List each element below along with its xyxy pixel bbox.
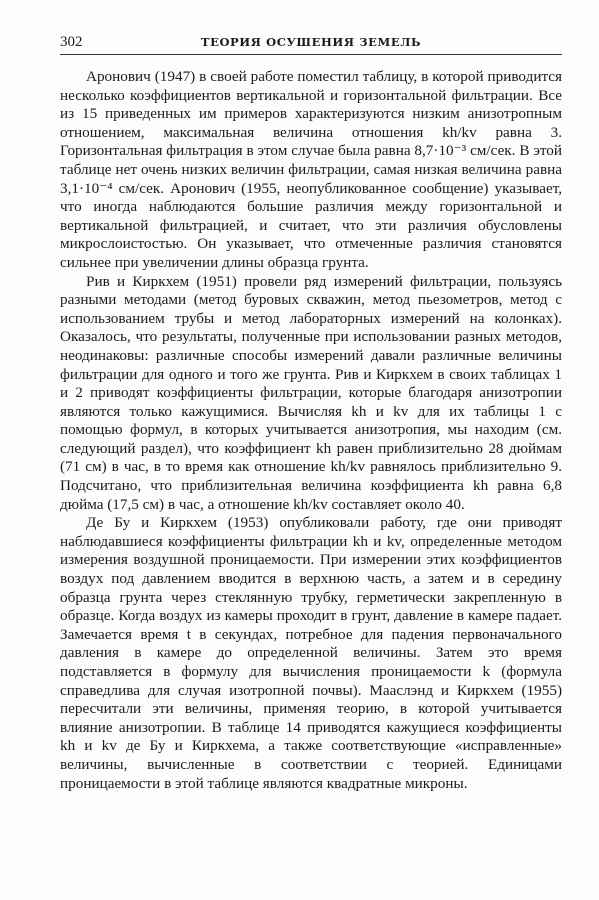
paragraph-de-bu-kirkham: Де Бу и Киркхем (1953) опубликовали работу, где они приводят наблюдавшиеся коэффициенты фильтрации kh и kv, определенные методом измерения воздушной проницаемости. При измерении этих коэффициентов воздух под давлением вводится в верхнюю часть, а затем и в середину образца грунта через стеклянную трубку, герметически закрепленную в образце. Когда воздух из камеры проходит в грунт, давление в камере падает. Замечается время t в секундах, потребное для падения первоначального давления в камере до определенной величины. Затем это время подставляется в формулу для вычисления проницаемости k (формула справедлива для случая изотропной почвы). Мааслэнд и Киркхем (1955) пересчитали эти величины, применяя теорию, в которой учитывается влияние анизотропии. В таблице 14 приводятся кажущиеся коэффициенты kh и kv де Бу и Киркхема, а также соответствующие «исправленные» величины, вычисленные в соответствии с теорией. Единицами проницаемости в этой таблице являются квадратные микроны. [60,514,562,792]
page-number: 302 [60,34,83,50]
page-header [60,30,562,55]
running-title: ТЕОРИЯ ОСУШЕНИЯ ЗЕМЕЛЬ [200,35,422,49]
main-text [60,68,562,793]
paragraph-aronovich: Аронович (1947) в своей работе поместил таблицу, в которой приводится несколько коэффициентов вертикальной и горизонтальной фильтрации. Все из 15 приведенных им примеров характеризуются низким анизотропным отношением, максимальная величина отношения kh/kv равна 3. Горизонтальная фильтрация в этом случае была равна 8,7·10⁻³ см/сек. В этой таблице нет очень низких величин фильтрации, самая низкая величина равна 3,1·10⁻⁴ см/сек. Аронович (1955, неопубликованное сообщение) указывает, что иногда наблюдаются большие различия между горизонтальной и вертикальной фильтрацией, и считает, что эти различия обусловлены микрослоистостью. Он указывает, что отмеченные различия становятся сильнее при увеличении длины образца грунта. [60,68,562,271]
paragraph-riv-kirkham: Рив и Киркхем (1951) провели ряд измерений фильтрации, пользуясь разными методами (метод буровых скважин, метод пьезометров, метод с использованием трубы и метод лабораторных измерений на колонках). Оказалось, что результаты, полученные при использовании разных методов, неодинаковы: различные способы измерений давали различные величины фильтрации для одного и того же грунта. Рив и Киркхем в своих таблицах 1 и 2 приводят коэффициенты фильтрации, которые благодаря анизотропии являются только кажущимися. Вычисляя kh и kv для их таблицы 1 с помощью формул, в которых учитывается анизотропия, мы находим (см. следующий раздел), что коэффициент kh равен приблизительно 28 дюймам (71 см) в час, в то время как отношение kh/kv равнялось приблизительно 9. Подсчитано, что приблизительная величина коэффициента kh равна 6,8 дюйма (17,5 см) в час, а отношение kh/kv составляет около 40. [60,272,562,513]
